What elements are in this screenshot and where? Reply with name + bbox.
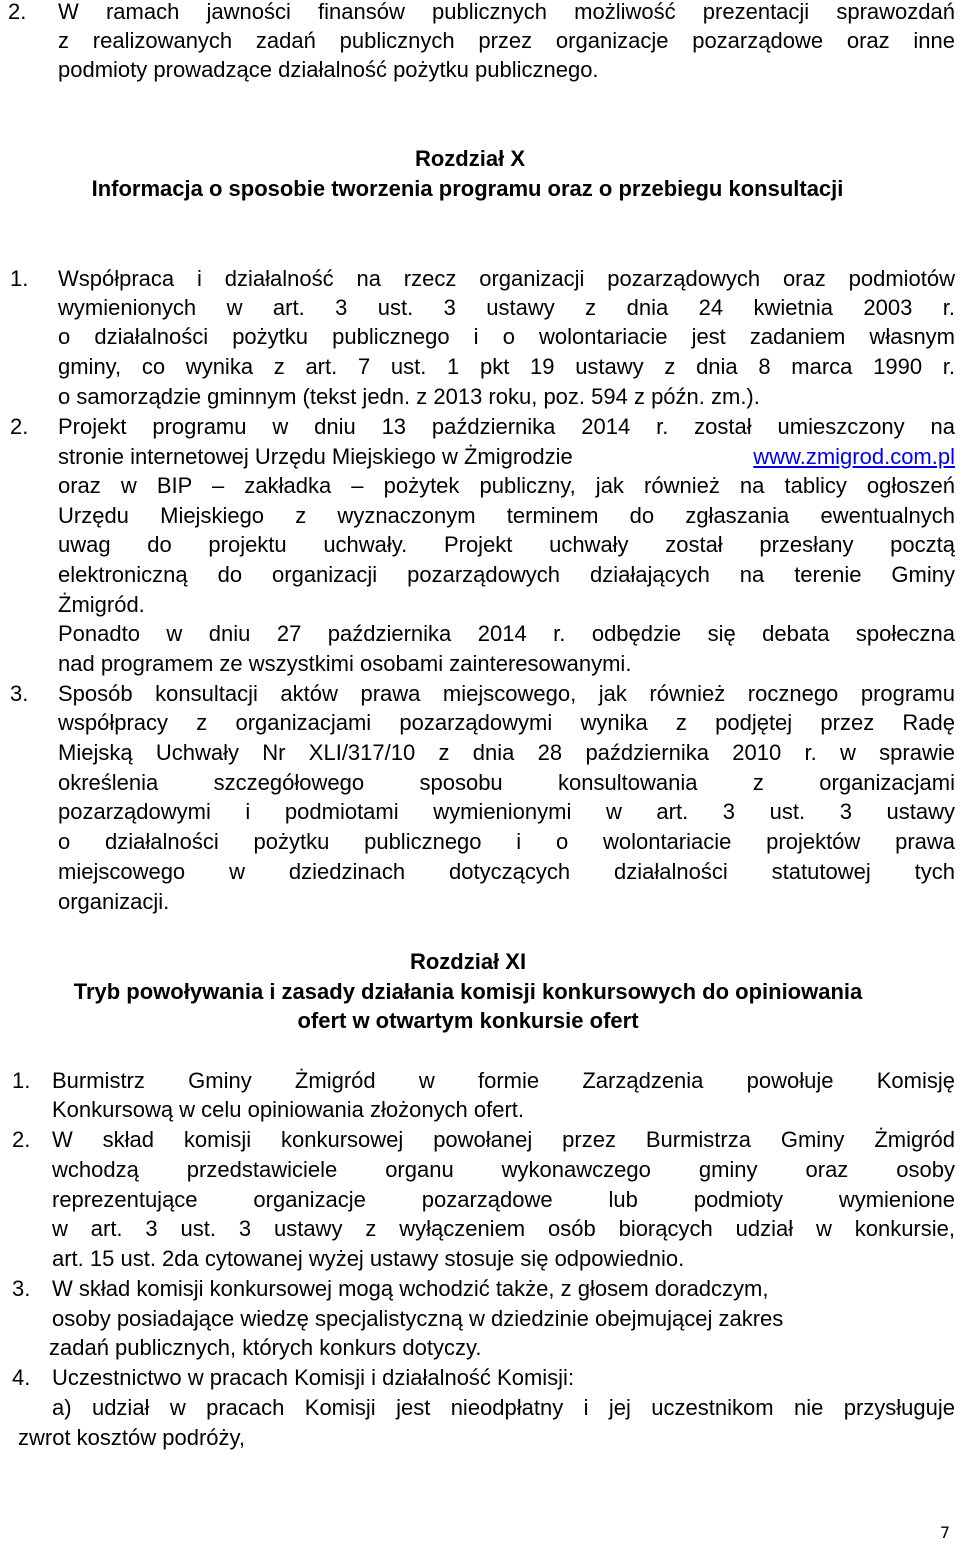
paragraph-line: określenia szczegółowego sposobu konsultowania z organizacjami xyxy=(58,770,955,795)
paragraph-line: nad programem ze wszystkimi osobami zainteresowanymi. xyxy=(58,651,632,676)
paragraph-line: a) udział w pracach Komisji jest nieodpłatny i jej uczestnikom nie przysługuje xyxy=(52,1395,955,1420)
paragraph-line: organizacji. xyxy=(58,889,170,914)
paragraph-line: art. 15 ust. 2da cytowanej wyżej ustawy stosuje się odpowiednio. xyxy=(52,1246,685,1271)
list-number: 1. xyxy=(12,1068,31,1093)
paragraph-line: Ponadto w dniu 27 października 2014 r. odbędzie się debata społeczna xyxy=(58,621,955,646)
paragraph-line: w art. 3 ust. 3 ustawy z wyłączeniem osób biorących udział w konkursie, xyxy=(52,1216,955,1241)
paragraph-line: W ramach jawności finansów publicznych możliwość prezentacji sprawozdań xyxy=(58,0,955,24)
paragraph-line: współpracy z organizacjami pozarządowymi wynika z podjętej przez Radę xyxy=(58,710,955,735)
website-link[interactable]: www.zmigrod.com.pl xyxy=(753,444,955,469)
paragraph-line: Miejską Uchwały Nr XLI/317/10 z dnia 28 października 2010 r. w sprawie xyxy=(58,740,955,765)
paragraph-line-with-link xyxy=(58,444,955,470)
paragraph-line: Uczestnictwo w pracach Komisji i działalność Komisji: xyxy=(52,1365,575,1390)
chapter-subtitle: ofert w otwartym konkursie ofert xyxy=(297,1008,639,1033)
paragraph-line: osoby posiadające wiedzę specjalistyczną w dziedzinie obejmującej zakres xyxy=(52,1306,784,1331)
paragraph-text: stronie internetowej Urzędu Miejskiego w Żmigrodzie xyxy=(58,444,573,469)
paragraph-line: miejscowego w dziedzinach dotyczących działalności statutowej tych xyxy=(58,859,955,884)
chapter-subtitle: Informacja o sposobie tworzenia programu oraz o przebiegu konsultacji xyxy=(91,176,844,201)
paragraph-line: Konkursową w celu opiniowania złożonych ofert. xyxy=(52,1097,525,1122)
list-number: 4. xyxy=(12,1365,31,1390)
chapter-subtitle: Tryb powoływania i zasady działania komisji konkursowych do opiniowania xyxy=(73,979,863,1004)
list-number: 1. xyxy=(10,266,29,291)
paragraph-line: reprezentujące organizacje pozarządowe lub podmioty wymienione xyxy=(52,1187,955,1212)
paragraph-line: W skład komisji konkursowej powołanej przez Burmistrza Gminy Żmigród xyxy=(52,1127,955,1152)
paragraph-line: podmioty prowadzące działalność pożytku publicznego. xyxy=(58,57,599,82)
paragraph-line: o samorządzie gminnym (tekst jedn. z 2013 roku, poz. 594 z późn. zm.). xyxy=(58,384,760,409)
paragraph-line: Sposób konsultacji aktów prawa miejscowego, jak również rocznego programu xyxy=(58,681,955,706)
paragraph-line: wymienionych w art. 3 ust. 3 ustawy z dnia 24 kwietnia 2003 r. xyxy=(58,295,955,320)
list-number: 2. xyxy=(8,0,27,24)
paragraph-line: oraz w BIP – zakładka – pożytek publiczny, jak również na tablicy ogłoszeń xyxy=(58,473,955,498)
paragraph-line: o działalności pożytku publicznego i o wolontariacie projektów prawa xyxy=(58,829,955,854)
paragraph-line: z realizowanych zadań publicznych przez organizacje pozarządowe oraz inne xyxy=(58,28,955,53)
paragraph-line: zadań publicznych, których konkurs dotyczy. xyxy=(49,1335,482,1360)
paragraph-line: o działalności pożytku publicznego i o wolontariacie jest zadaniem własnym xyxy=(58,324,955,349)
page-number: 7 xyxy=(939,1523,950,1542)
paragraph-line: pozarządowymi i podmiotami wymienionymi w art. 3 ust. 3 ustawy xyxy=(58,799,955,824)
paragraph-line: Burmistrz Gminy Żmigród w formie Zarządzenia powołuje Komisję xyxy=(52,1068,955,1093)
chapter-title: Rozdział XI xyxy=(409,949,527,974)
paragraph-line: zwrot kosztów podróży, xyxy=(18,1425,246,1450)
paragraph-line: gminy, co wynika z art. 7 ust. 1 pkt 19 ustawy z dnia 8 marca 1990 r. xyxy=(58,354,955,379)
paragraph-line: Współpraca i działalność na rzecz organizacji pozarządowych oraz podmiotów xyxy=(58,266,955,291)
paragraph-line: Projekt programu w dniu 13 października 2014 r. został umieszczony na xyxy=(58,414,955,439)
paragraph-line: elektroniczną do organizacji pozarządowych działających na terenie Gminy xyxy=(58,562,955,587)
paragraph-line: uwag do projektu uchwały. Projekt uchwały został przesłany pocztą xyxy=(58,532,955,557)
list-number: 3. xyxy=(10,681,29,706)
paragraph-line: Żmigród. xyxy=(58,592,145,617)
chapter-title: Rozdział X xyxy=(414,146,525,171)
list-number: 2. xyxy=(10,414,29,439)
list-number: 3. xyxy=(12,1276,31,1301)
paragraph-line: W skład komisji konkursowej mogą wchodzić także, z głosem doradczym, xyxy=(52,1276,769,1301)
paragraph-line: Urzędu Miejskiego z wyznaczonym terminem do zgłaszania ewentualnych xyxy=(58,503,955,528)
paragraph-line: wchodzą przedstawiciele organu wykonawczego gminy oraz osoby xyxy=(52,1157,955,1182)
list-number: 2. xyxy=(12,1127,31,1152)
